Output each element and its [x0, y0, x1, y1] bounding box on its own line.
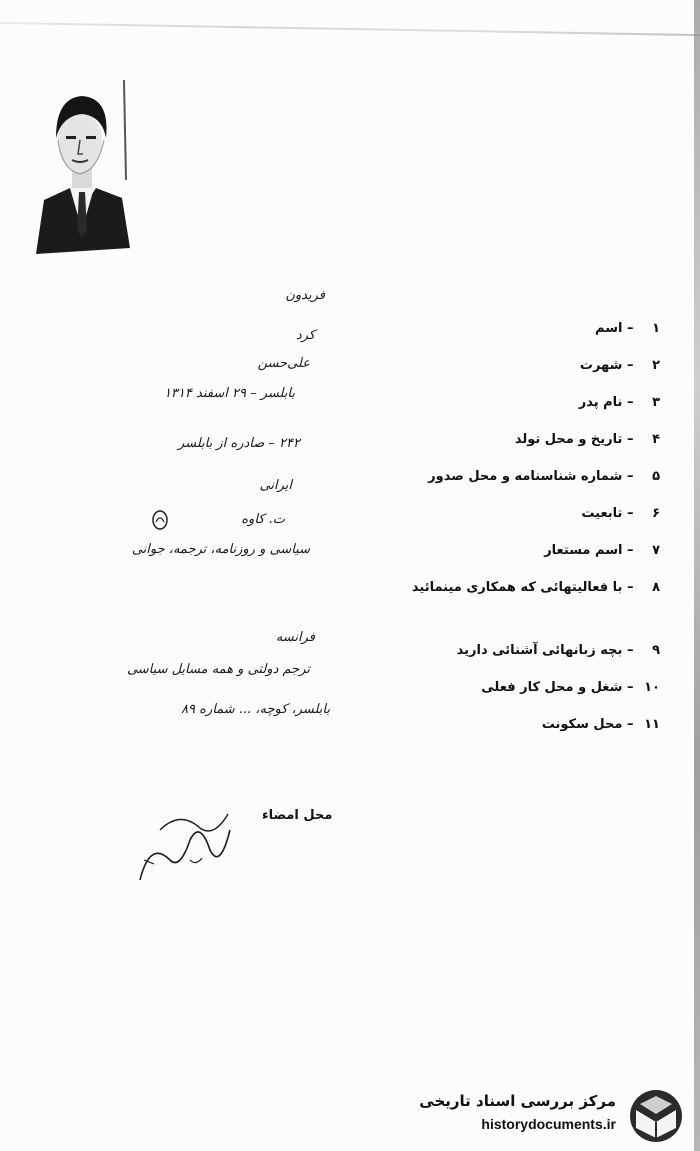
form-field-job: ۱۰ – شغل و محل کار فعلی [481, 680, 660, 695]
handwritten-signature [130, 800, 250, 890]
answer-father: علی‌حسن [257, 356, 310, 371]
scan-right-edge [694, 0, 700, 1151]
circle-mark-icon [150, 508, 170, 532]
form-field-birth: ۴ – تاریخ و محل تولد [514, 432, 660, 447]
signature-label: محل امضاء [262, 808, 333, 823]
answer-birth: بابلسر – ۲۹ اسفند ۱۳۱۴ [163, 386, 295, 401]
form-field-residence: ۱۱ – محل سکونت [541, 717, 660, 732]
watermark-url: historydocuments.ir [481, 1116, 616, 1132]
form-field-father: ۳ – نام پدر [578, 395, 660, 410]
form-field-name: ۱ – اسم [595, 321, 660, 336]
form-field-surname: ۲ – شهرت [579, 358, 660, 373]
answer-residence: بابلسر، کوچه، ... شماره ۸۹ [181, 702, 330, 717]
archive-watermark [410, 1088, 690, 1144]
answer-languages: فرانسه [275, 630, 315, 645]
answer-job: ترجم دولتی و همه مسایل سیاسی [126, 662, 310, 677]
archive-logo-icon [626, 1088, 686, 1144]
answer-nationality: ایرانی [259, 478, 292, 493]
answer-name: فریدون [285, 288, 325, 303]
answer-activities: سیاسی و روزنامه، ترجمه، جوانی [131, 542, 310, 557]
answer-surname: کرد [295, 328, 315, 343]
form-field-id: ۵ – شماره شناسنامه و محل صدور [428, 469, 660, 484]
portrait-photo [30, 80, 134, 256]
form-field-nationality: ۶ – تابعیت [581, 506, 660, 521]
scan-top-edge [0, 22, 700, 36]
answer-id: ۲۴۲ – صادره از بابلسر [177, 436, 300, 451]
form-fields [360, 310, 660, 743]
form-field-languages: ۹ – بچه زبانهائی آشنائی دارید [456, 643, 660, 658]
answer-alias: ت. کاوه [241, 512, 285, 527]
watermark-title: مرکز بررسی اسناد تاریخی [419, 1092, 616, 1110]
form-field-activities: ۸ – با فعالیتهائی که همکاری مینمائید [411, 580, 660, 595]
form-field-alias: ۷ – اسم مستعار [544, 543, 660, 558]
